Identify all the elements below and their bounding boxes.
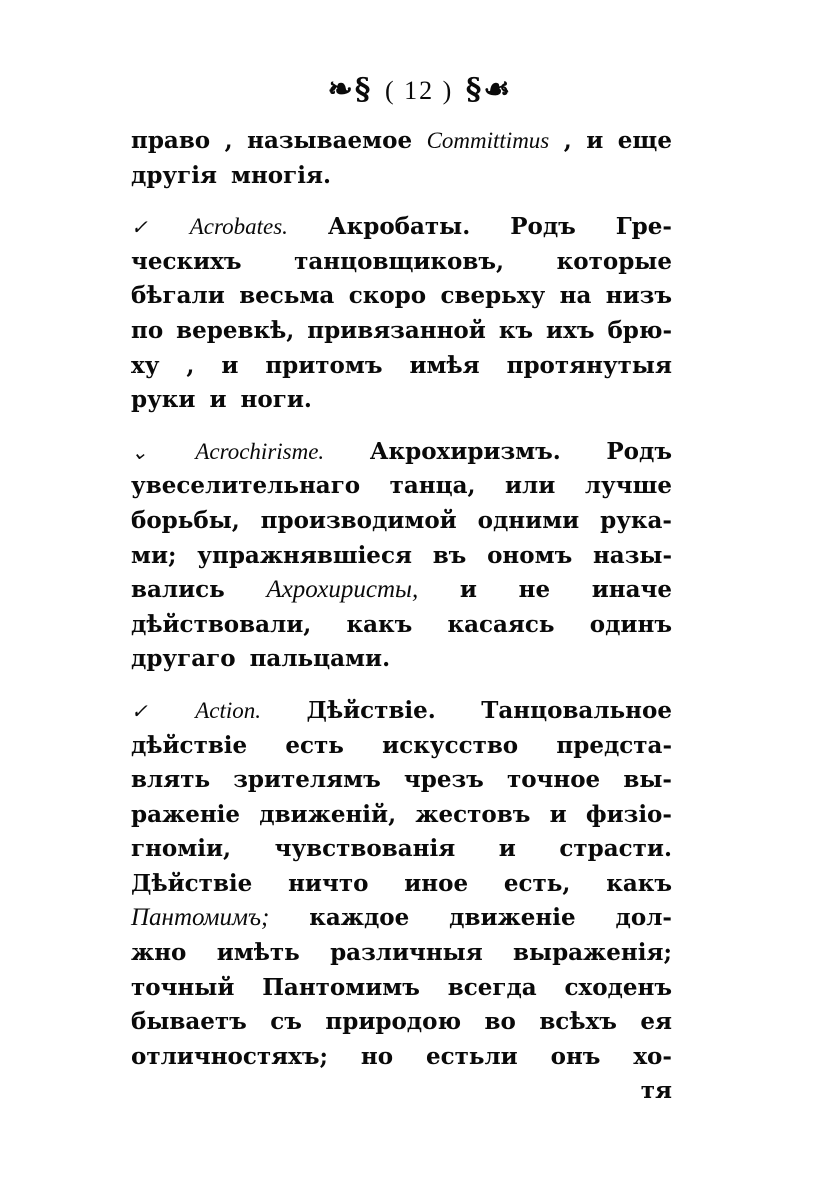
word: и: [498, 835, 516, 863]
word: другія: [131, 161, 217, 189]
text-line: [131, 1074, 672, 1109]
word: иное: [404, 869, 469, 897]
word: какъ: [606, 869, 672, 897]
word: природою: [325, 1008, 462, 1036]
word: брю-: [607, 316, 672, 344]
word: искусство: [382, 731, 519, 759]
word: танца,: [389, 472, 476, 500]
text-line: [131, 642, 672, 677]
word: Дѣйствіе.: [306, 696, 436, 724]
word: Танцовальное: [481, 696, 672, 724]
word: бѣгали: [131, 282, 225, 310]
word: чувствованія: [274, 835, 456, 863]
word: тя: [640, 1077, 672, 1105]
word: ческихъ: [131, 247, 242, 275]
text-line: [131, 279, 672, 314]
page-header: [0, 72, 840, 107]
word: естьли: [425, 1042, 518, 1070]
text-line: [131, 1005, 672, 1040]
italic-term: Пантомимъ;: [131, 904, 270, 932]
word: всегда: [447, 973, 537, 1001]
word: на: [559, 282, 592, 310]
word: не: [518, 576, 551, 604]
right-ornament-icon: §☙: [465, 72, 513, 107]
word: другаго: [131, 645, 236, 673]
word: и: [549, 800, 567, 828]
word: въ: [432, 541, 467, 569]
text-line: [131, 832, 672, 867]
word: или: [505, 472, 556, 500]
word: еще: [617, 127, 672, 154]
word: и: [586, 127, 604, 154]
word: во: [484, 1008, 516, 1036]
word: право: [131, 127, 211, 154]
paragraph: [131, 435, 672, 677]
text-line: [131, 469, 672, 504]
word: низъ: [605, 282, 672, 310]
word: Гре-: [615, 213, 672, 241]
word: къ: [498, 316, 534, 344]
text-line: [131, 901, 672, 936]
word: ономъ: [487, 541, 573, 569]
latin-term: Acrochirisme.: [195, 438, 325, 464]
word: имѣть: [216, 939, 300, 967]
word: Дѣйствіе: [131, 869, 253, 897]
page-number: ( 12 ): [384, 76, 454, 105]
text-line: [131, 729, 672, 764]
text-line: [131, 573, 672, 608]
text-line: [131, 608, 672, 643]
word: пальцами.: [249, 645, 391, 673]
italic-term: Ахрохиристы,: [266, 576, 419, 604]
latin-term: Acrobates.: [189, 214, 288, 240]
word: есть,: [503, 869, 571, 897]
word: по: [131, 316, 164, 344]
text-line: [131, 971, 672, 1006]
text-line: [131, 694, 672, 729]
word: всѣхъ: [539, 1008, 617, 1036]
word: ея: [640, 1008, 672, 1036]
word: ,: [224, 127, 233, 154]
margin-mark-icon: ✓: [131, 700, 148, 723]
word: притомъ: [265, 351, 383, 379]
word: дѣйствовали,: [131, 610, 312, 638]
word: скоро: [348, 282, 427, 310]
word: выраженія;: [513, 939, 672, 967]
word: руки: [131, 386, 196, 414]
word: и: [221, 351, 239, 379]
latin-term: Committimus: [426, 128, 550, 153]
word: онъ: [550, 1042, 601, 1070]
text-line: [131, 867, 672, 902]
word: ,: [186, 351, 195, 379]
word: ихъ: [546, 316, 595, 344]
word: одинъ: [589, 610, 672, 638]
word: лучше: [584, 472, 672, 500]
word: сверьху: [440, 282, 546, 310]
word: Родъ: [606, 437, 672, 465]
word: дол-: [615, 904, 672, 932]
word: зрителямъ: [233, 766, 381, 794]
word: вы-: [623, 766, 672, 794]
word: жестовъ: [415, 800, 531, 828]
paragraph-gap: [131, 418, 672, 435]
text-line: [131, 504, 672, 539]
word: иначе: [591, 576, 672, 604]
word: весьма: [239, 282, 335, 310]
word: страсти.: [559, 835, 672, 863]
word: движеній,: [259, 800, 397, 828]
word: назы-: [592, 541, 672, 569]
page-body: [131, 124, 672, 1109]
word: Акробаты.: [327, 213, 471, 241]
paragraph: [131, 210, 672, 418]
text-line: [131, 314, 672, 349]
word: ху: [131, 351, 160, 379]
word: имѣя: [409, 351, 480, 379]
word: которые: [556, 247, 672, 275]
word: привязанной: [307, 316, 486, 344]
text-line: [131, 763, 672, 798]
word: различныя: [330, 939, 483, 967]
word: чрезъ: [403, 766, 484, 794]
word: гноміи,: [131, 835, 232, 863]
word: но: [360, 1042, 394, 1070]
text-line: [131, 539, 672, 574]
word: рука-: [600, 506, 672, 534]
word: протянутыя: [506, 351, 672, 379]
word: веревкѣ,: [176, 316, 295, 344]
word: и: [209, 386, 227, 414]
paragraph: [131, 124, 672, 193]
text-line: [131, 210, 672, 245]
paragraph-gap: [131, 193, 672, 210]
word: дѣйствіе: [131, 731, 248, 759]
word: ми;: [131, 541, 177, 569]
word: многія.: [230, 161, 331, 189]
word: ,: [563, 127, 572, 154]
latin-term: Action.: [195, 697, 262, 723]
text-line: [131, 798, 672, 833]
word: и: [459, 576, 477, 604]
word: танцовщиковъ,: [294, 247, 504, 275]
text-line: [131, 1040, 672, 1075]
left-ornament-icon: ❧§: [327, 72, 373, 107]
word: упражнявшіеся: [197, 541, 412, 569]
word: точный: [131, 973, 235, 1001]
text-line: [131, 245, 672, 280]
word: предста-: [556, 731, 672, 759]
word: одними: [477, 506, 580, 534]
paragraph-gap: [131, 677, 672, 694]
word: какъ: [346, 610, 413, 638]
margin-mark-icon: ⌄: [131, 441, 148, 464]
word: ноги.: [240, 386, 312, 414]
word: физіо-: [585, 800, 672, 828]
word: называемое: [247, 127, 413, 154]
word: вались: [131, 576, 225, 604]
word: движеніе: [449, 904, 576, 932]
word: хо-: [633, 1042, 672, 1070]
word: увеселительнаго: [131, 472, 361, 500]
word: точное: [506, 766, 601, 794]
word: борьбы,: [131, 506, 240, 534]
margin-mark-icon: ✓: [131, 217, 148, 240]
word: влять: [131, 766, 211, 794]
word: Акрохиризмъ.: [369, 437, 561, 465]
word: отличностяхъ;: [131, 1042, 328, 1070]
text-line: [131, 383, 672, 418]
word: есть: [285, 731, 344, 759]
word: ничто: [288, 869, 369, 897]
word: Пантомимъ: [262, 973, 420, 1001]
text-line: [131, 124, 672, 159]
text-line: [131, 159, 672, 194]
text-line: [131, 435, 672, 470]
word: производимой: [260, 506, 457, 534]
word: раженіе: [131, 800, 241, 828]
word: бываетъ: [131, 1008, 247, 1036]
word: сходенъ: [564, 973, 672, 1001]
text-line: [131, 349, 672, 384]
text-line: [131, 936, 672, 971]
word: жно: [131, 939, 187, 967]
word: каждое: [309, 904, 410, 932]
paragraph: [131, 694, 672, 1109]
word: съ: [270, 1008, 302, 1036]
word: касаясь: [447, 610, 555, 638]
word: Родъ: [510, 213, 576, 241]
